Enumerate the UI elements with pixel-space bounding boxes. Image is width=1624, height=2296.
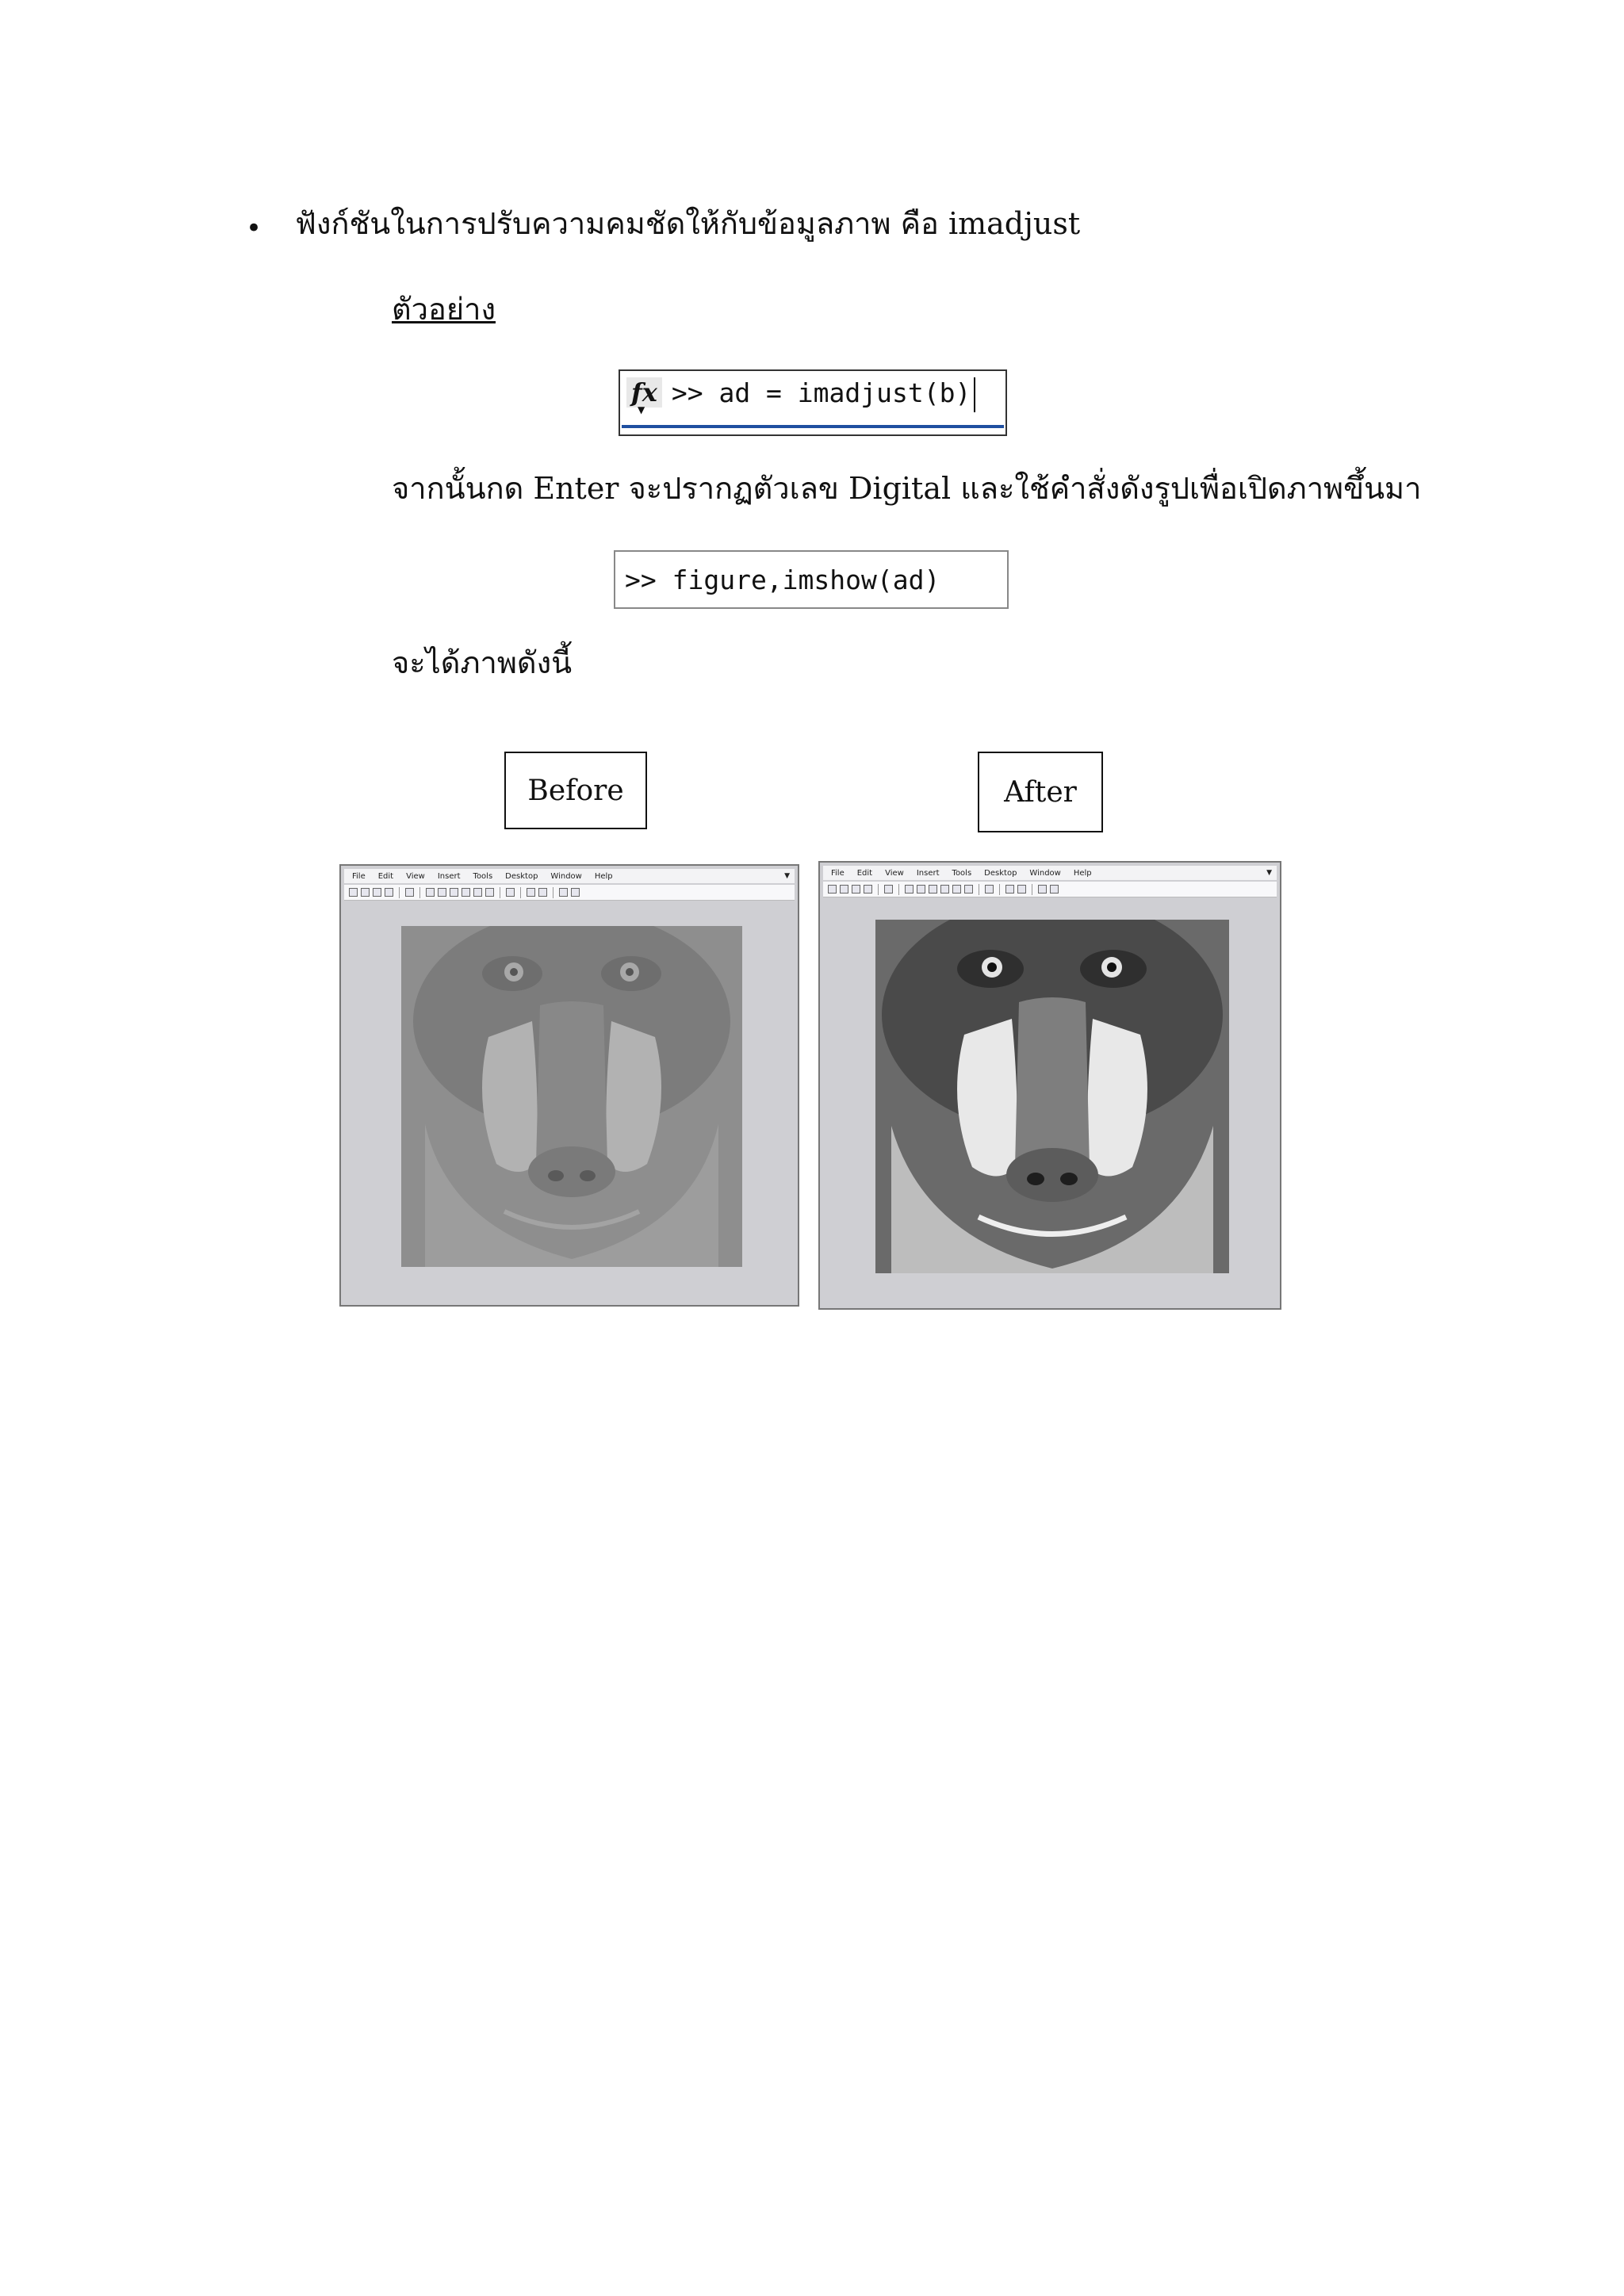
example-heading: ตัวอย่าง [392,292,496,327]
mandrill-before-drawing [401,926,742,1267]
rotate-icon[interactable] [940,885,949,894]
pan-icon[interactable] [450,888,458,897]
save-icon[interactable] [373,888,381,897]
save-icon[interactable] [852,885,860,894]
open-file-icon[interactable] [361,888,370,897]
show-tools-icon[interactable] [1050,885,1059,894]
toolbar-separator [999,884,1000,895]
toolbar-separator [878,884,879,895]
legend-icon[interactable] [1017,885,1026,894]
menu-edit[interactable]: Edit [856,868,873,878]
imadjust-command-box [619,369,1007,436]
open-file-icon[interactable] [840,885,848,894]
zoom-in-icon[interactable] [905,885,914,894]
figure-menu-bar [344,869,795,883]
menu-view[interactable]: View [885,868,904,878]
colorbar-icon[interactable] [527,888,535,897]
link-icon[interactable] [506,888,515,897]
mandrill-before-image [401,926,742,1267]
new-figure-icon[interactable] [828,885,837,894]
after-label: After [978,752,1103,832]
data-cursor-icon[interactable] [473,888,482,897]
menu-insert[interactable]: Insert [437,871,461,881]
function-icon: fx ▼ [626,377,662,408]
zoom-in-icon[interactable] [426,888,435,897]
menu-tools[interactable]: Tools [952,868,972,878]
menu-file[interactable]: File [352,871,366,881]
command-underline [622,425,1004,428]
link-icon[interactable] [985,885,994,894]
pointer-icon[interactable] [884,885,893,894]
menu-help[interactable]: Help [594,871,613,881]
before-figure-window [339,864,799,1307]
menu-desktop[interactable]: Desktop [984,868,1017,878]
imshow-command-text: >> figure,imshow(ad) [625,564,940,595]
hide-tools-icon[interactable] [559,888,568,897]
pointer-icon[interactable] [405,888,414,897]
imshow-command-box [614,550,1009,609]
mandrill-after-drawing [875,920,1229,1273]
figure-toolbar [344,885,795,901]
show-tools-icon[interactable] [571,888,580,897]
figure-toolbar [823,882,1277,897]
zoom-out-icon[interactable] [438,888,446,897]
result-text: จะได้ภาพดังนี้ [392,645,573,680]
imadjust-command-text: >> ad = imadjust(b) [671,377,971,408]
menu-desktop[interactable]: Desktop [505,871,538,881]
menu-insert[interactable]: Insert [916,868,940,878]
new-figure-icon[interactable] [349,888,358,897]
mandrill-after-image [875,920,1229,1273]
menu-window[interactable]: Window [1029,868,1061,878]
toolbar-separator [419,887,420,898]
menu-dropdown-icon[interactable]: ▼ [1266,869,1272,877]
legend-icon[interactable] [538,888,547,897]
menu-dropdown-icon[interactable]: ▼ [784,872,790,880]
toolbar-separator [898,884,899,895]
pan-icon[interactable] [929,885,937,894]
menu-help[interactable]: Help [1073,868,1092,878]
colorbar-icon[interactable] [1005,885,1014,894]
brush-icon[interactable] [485,888,494,897]
menu-tools[interactable]: Tools [473,871,493,881]
after-figure-window [818,861,1281,1310]
print-icon[interactable] [864,885,872,894]
hide-tools-icon[interactable] [1038,885,1047,894]
rotate-icon[interactable] [462,888,470,897]
menu-view[interactable]: View [406,871,425,881]
brush-icon[interactable] [964,885,973,894]
data-cursor-icon[interactable] [952,885,961,894]
menu-file[interactable]: File [831,868,845,878]
text-cursor [974,377,975,412]
instruction-text: จากนั้นกด Enter จะปรากฏตัวเลข Digital และใช้คำสั่งดังรูปเพื่อเปิดภาพขึ้นมา [392,471,1422,506]
menu-window[interactable]: Window [550,871,582,881]
toolbar-separator [520,887,521,898]
print-icon[interactable] [385,888,393,897]
zoom-out-icon[interactable] [917,885,925,894]
toolbar-separator [399,887,400,898]
imadjust-intro-text: ฟังก์ชันในการปรับความคมชัดให้กับข้อมูลภาพ คือ imadjust [295,206,1081,241]
figure-menu-bar [823,866,1277,880]
bullet-marker: • [246,212,262,244]
menu-edit[interactable]: Edit [377,871,394,881]
before-label: Before [504,752,647,829]
